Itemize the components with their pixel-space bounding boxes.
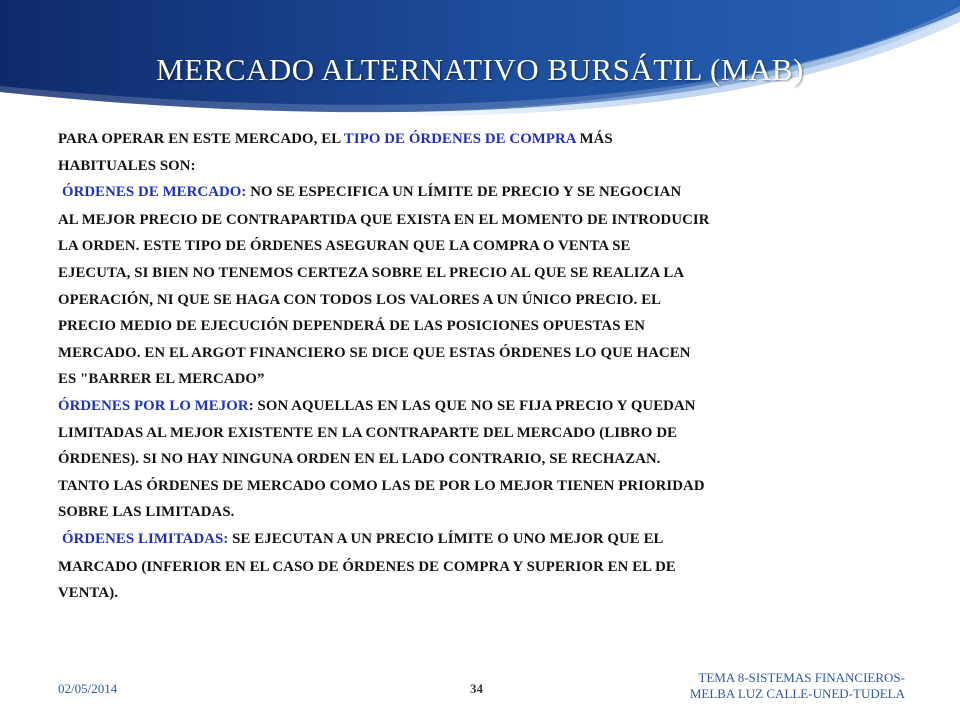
footer-credit	[620, 670, 905, 702]
slide-body	[58, 126, 858, 607]
body-line: TANTO LAS ÓRDENES DE MERCADO COMO LAS DE POR LO MEJOR TIENEN PRIORIDAD	[58, 477, 705, 494]
footer-credit-line: TEMA 8-SISTEMAS FINANCIEROS-	[698, 670, 905, 685]
body-line: ÓRDENES). SI NO HAY NINGUNA ORDEN EN EL LADO CONTRARIO, SE RECHAZAN.	[58, 451, 661, 468]
highlight-term: ÓRDENES POR LO MEJOR	[58, 397, 249, 414]
footer-date: 02/05/2014	[58, 681, 118, 696]
footer-credit-line: MELBA LUZ CALLE-UNED-TUDELA	[689, 686, 905, 701]
body-line: LA ORDEN. ESTE TIPO DE ÓRDENES ASEGURAN QUE LA COMPRA O VENTA SE	[58, 238, 631, 255]
body-line: SOBRE LAS LIMITADAS.	[58, 504, 235, 521]
body-line: EJECUTA, SI BIEN NO TENEMOS CERTEZA SOBRE EL PRECIO AL QUE SE REALIZA LA	[58, 264, 685, 281]
highlight-term: TIPO DE ÓRDENES DE COMPRA	[343, 131, 576, 147]
body-line: MERCADO. EN EL ARGOT FINANCIERO SE DICE QUE ESTAS ÓRDENES LO QUE HACEN	[58, 344, 691, 361]
body-line: LIMITADAS AL MEJOR EXISTENTE EN LA CONTRAPARTE DEL MERCADO (LIBRO DE	[58, 424, 678, 441]
highlight-term: ÓRDENES DE MERCADO:	[62, 184, 247, 201]
body-line: ÓRDENES DE MERCADO: NO SE ESPECIFICA UN LÍMITE DE PRECIO Y SE NEGOCIAN	[62, 184, 682, 201]
page-number: 34	[470, 681, 483, 696]
body-line: OPERACIÓN, NI QUE SE HAGA CON TODOS LOS VALORES A UN ÚNICO PRECIO. EL	[58, 291, 662, 308]
body-line: PRECIO MEDIO DE EJECUCIÓN DEPENDERÁ DE LAS POSICIONES OPUESTAS EN	[58, 318, 646, 335]
body-line: HABITUALES SON:	[58, 157, 196, 174]
body-line: PARA OPERAR EN ESTE MERCADO, EL TIPO DE ÓRDENES DE COMPRA MÁS	[58, 131, 613, 147]
body-line: VENTA).	[58, 585, 119, 602]
body-line: ÓRDENES POR LO MEJOR: SON AQUELLAS EN LAS QUE NO SE FIJA PRECIO Y QUEDAN	[58, 397, 696, 414]
body-line: ES "BARRER EL MERCADO”	[58, 371, 265, 388]
slide-title: MERCADO ALTERNATIVO BURSÁTIL (MAB)	[156, 52, 804, 87]
highlight-term: ÓRDENES LIMITADAS:	[62, 530, 229, 547]
body-line: MARCADO (INFERIOR EN EL CASO DE ÓRDENES DE COMPRA Y SUPERIOR EN EL DE	[58, 558, 676, 575]
body-line: ÓRDENES LIMITADAS: SE EJECUTAN A UN PRECIO LÍMITE O UNO MEJOR QUE EL	[62, 530, 664, 547]
body-line: AL MEJOR PRECIO DE CONTRAPARTIDA QUE EXISTA EN EL MOMENTO DE INTRODUCIR	[58, 211, 710, 228]
